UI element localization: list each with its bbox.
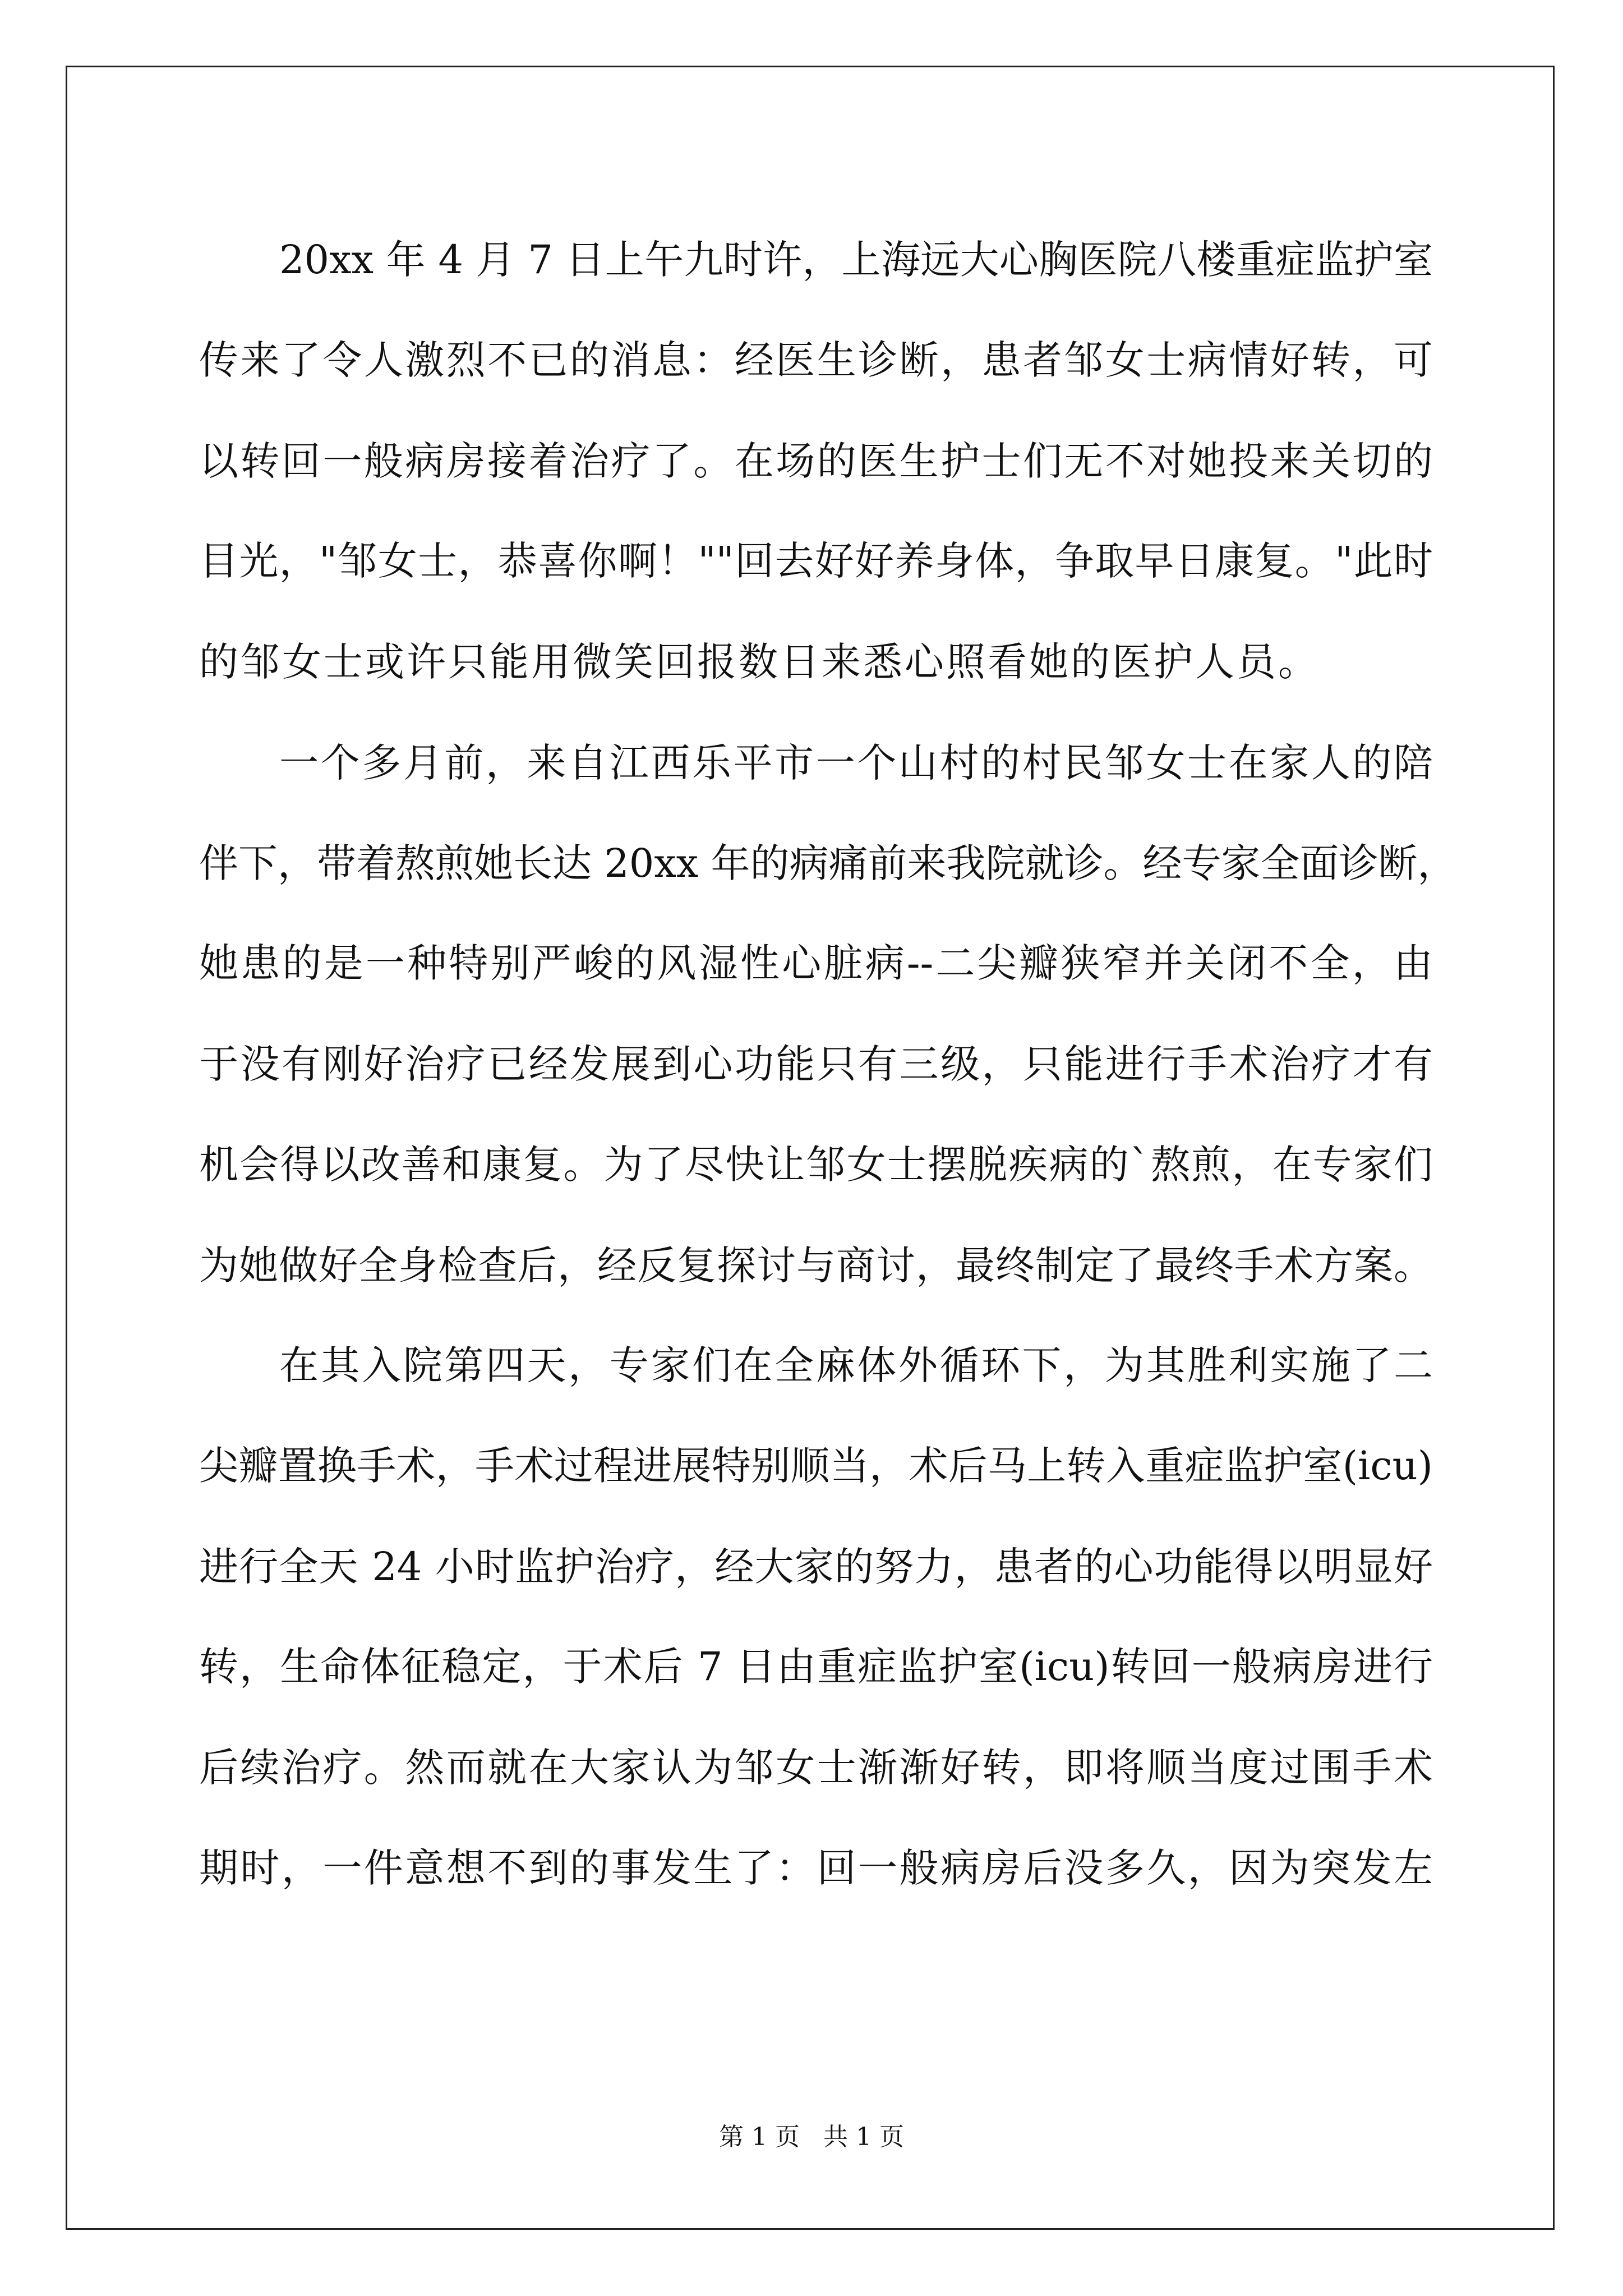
page-footer: 第 1 页 共 1 页: [719, 2123, 904, 2151]
text-line: 于没有刚好治疗已经发展到心功能只有三级，只能进行手术治疗才有: [199, 1041, 1433, 1087]
text-line: 尖瓣置换手术，手术过程进展特别顺当，术后马上转入重症监护室(icu): [199, 1443, 1433, 1489]
text-line: 机会得以改善和康复。为了尽快让邹女士摆脱疾病的`熬煎，在专家们: [199, 1142, 1433, 1188]
text-line: 她患的是一种特别严峻的风湿性心脏病--二尖瓣狭窄并关闭不全，由: [199, 940, 1433, 986]
text-line: 以转回一般病房接着治疗了。在场的医生护士们无不对她投来关切的: [199, 438, 1433, 484]
text-line: 期时，一件意想不到的事发生了：回一般病房后没多久，因为突发左: [199, 1845, 1433, 1891]
text-line: 目光，"邹女士，恭喜你啊！""回去好好养身体，争取早日康复。"此时: [199, 538, 1433, 584]
text-line: 为她做好全身检查后，经反复探讨与商讨，最终制定了最终手术方案。: [199, 1243, 1433, 1289]
text-line: 在其入院第四天，专家们在全麻体外循环下，为其胜利实施了二: [279, 1342, 1433, 1388]
text-line: 后续治疗。然而就在大家认为邹女士渐渐好转，即将顺当度过围手术: [199, 1745, 1433, 1791]
text-line: 的邹女士或许只能用微笑回报数日来悉心照看她的医护人员。: [199, 639, 1320, 685]
text-line: 伴下，带着熬煎她长达 20xx 年的病痛前来我院就诊。经专家全面诊断，: [199, 840, 1457, 886]
text-line: 进行全天 24 小时监护治疗，经大家的努力，患者的心功能得以明显好: [199, 1544, 1433, 1590]
text-line: 20xx 年 4 月 7 日上午九时许，上海远大心胸医院八楼重症监护室: [279, 237, 1433, 283]
text-line: 传来了令人激烈不已的消息：经医生诊断，患者邹女士病情好转，可: [199, 337, 1433, 383]
text-line: 一个多月前，来自江西乐平市一个山村的村民邹女士在家人的陪: [279, 740, 1433, 786]
text-line: 转，生命体征稳定，于术后 7 日由重症监护室(icu)转回一般病房进行: [199, 1644, 1433, 1690]
